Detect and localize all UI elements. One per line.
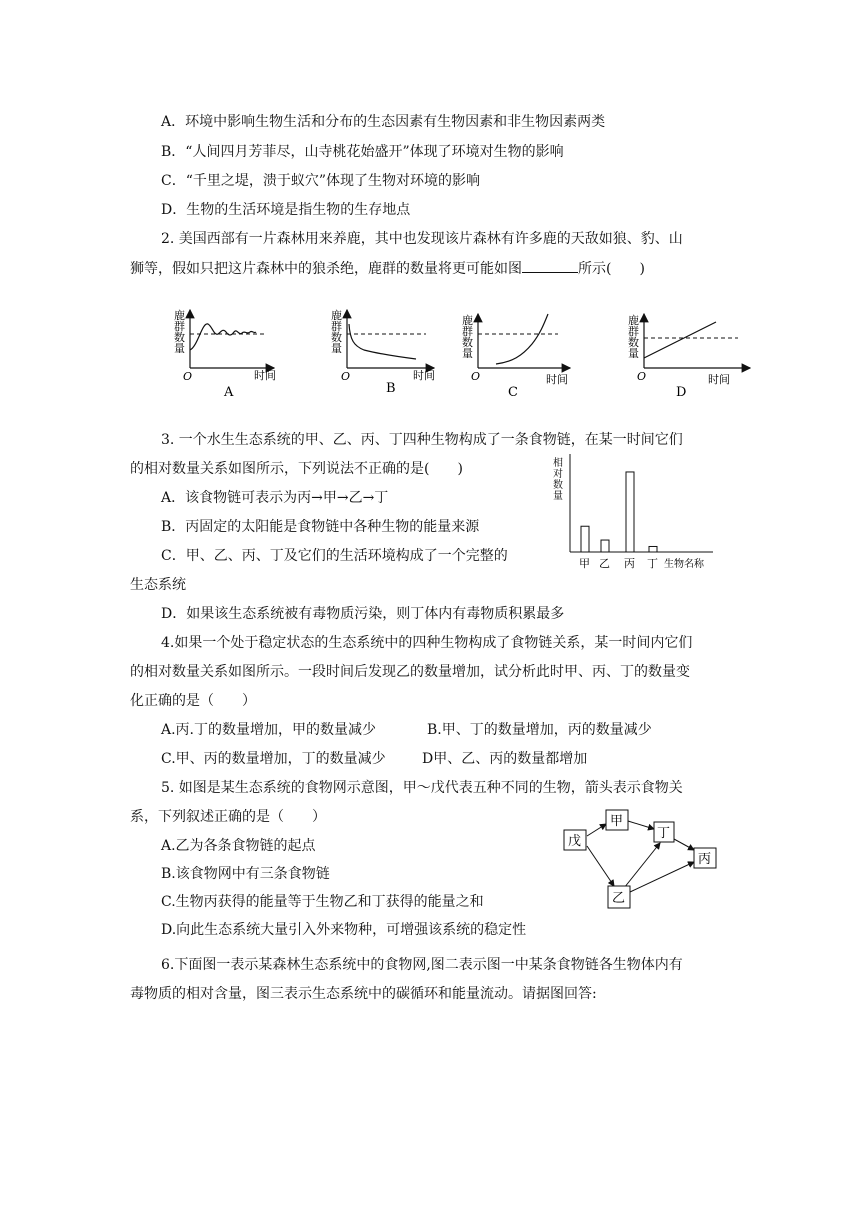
bar-3 <box>626 472 634 552</box>
node-yi <box>608 886 630 908</box>
q4-option-c: C.甲、丙的数量增加，丁的数量减少 <box>161 751 386 767</box>
chart-ylabel-4: 量 <box>553 491 563 502</box>
graph-c-xlabel: 时间 <box>546 373 568 386</box>
graph-b-ylabel-2: 群 <box>331 320 342 333</box>
q3-stem-line1: 3. 一个水生生态系统的甲、乙、丙、丁四种生物构成了一条食物链，在某一时间它们 <box>161 432 683 448</box>
svg-text:戊: 戊 <box>568 834 582 849</box>
svg-text:乙: 乙 <box>612 891 626 906</box>
svg-text:甲: 甲 <box>610 814 624 829</box>
q2-stem-text: 狮等，假如只把这片森林中的狼杀绝，鹿群的数量将更可能如图 <box>130 261 522 277</box>
food-web-arrows <box>587 821 694 892</box>
chart-xlabel: 生物名称 <box>664 559 704 570</box>
q2-stem-tail: 所示( ) <box>578 261 645 277</box>
q5-option-a: A.乙为各条食物链的起点 <box>161 838 316 854</box>
node-wu <box>564 830 586 850</box>
chart-ylabel-1: 相 <box>553 458 563 469</box>
node-bing <box>694 848 716 868</box>
graph-d-origin: O <box>637 370 647 383</box>
graph-a-xlabel: 时间 <box>254 369 276 382</box>
q1-option-a: A．环境中影响生物生活和分布的生态因素有生物因素和非生物因素两类 <box>161 114 606 130</box>
graph-b <box>331 308 435 396</box>
chart-ylabel-3: 数 <box>553 480 563 491</box>
graph-d-xlabel: 时间 <box>708 373 730 386</box>
q6-stem-line1: 6.下面图一表示某森林生态系统中的食物网,图二表示图一中某条食物链各生物体内有 <box>161 957 683 973</box>
q3-option-c-continued: 生态系统 <box>130 577 186 593</box>
q5-stem-line1: 5. 如图是某生态系统的食物网示意图，甲～戊代表五种不同的生物，箭头表示食物关 <box>161 780 683 796</box>
bar-4 <box>649 546 657 552</box>
category-label-3: 丙 <box>624 557 635 570</box>
graph-d-ylabel-4: 量 <box>628 347 639 360</box>
answer-blank <box>522 258 578 273</box>
chart-ylabel-2: 对 <box>553 469 563 480</box>
graph-b-origin: O <box>341 370 351 383</box>
node-jia <box>606 810 628 830</box>
graph-d-ylabel-1: 鹿 <box>628 314 639 327</box>
q1-option-b: B．“人间四月芳菲尽，山寺桃花始盛开”体现了环境对生物的影响 <box>161 144 564 160</box>
q5-stem-line2: 系，下列叙述正确的是（ ） <box>130 809 326 825</box>
category-label-2: 乙 <box>599 557 610 570</box>
q5-option-b: B.该食物网中有三条食物链 <box>161 866 330 882</box>
graph-d-letter: D <box>676 385 687 400</box>
q4-stem-line2: 的相对数量关系如图所示。一段时间后发现乙的数量增加，试分析此时甲、丙、丁的数量变 <box>130 664 690 680</box>
q3-option-c: C．甲、乙、丙、丁及它们的生活环境构成了一个完整的 <box>161 548 508 564</box>
q4-option-d: D甲、乙、丙的数量都增加 <box>422 751 588 767</box>
graph-b-ylabel-3: 数 <box>331 331 342 344</box>
graph-a-ylabel-4: 量 <box>174 342 185 355</box>
q3-option-b: B．丙固定的太阳能是食物链中各种生物的能量来源 <box>161 519 480 535</box>
q3-option-a: A．该食物链可表示为丙→甲→乙→丁 <box>161 490 389 506</box>
q5-food-web-diagram <box>560 806 725 914</box>
graph-a-letter: A <box>224 385 234 400</box>
graph-b-ylabel-4: 量 <box>331 342 342 355</box>
graph-a-ylabel-2: 群 <box>174 320 185 333</box>
graph-c-letter: C <box>508 385 518 400</box>
graph-c-origin: O <box>471 370 481 383</box>
q1-option-c: C．“千里之堤，溃于蚁穴”体现了生物对环境的影响 <box>161 173 481 189</box>
q6-stem-line2: 毒物质的相对含量，图三表示生态系统中的碳循环和能量流动。请据图回答: <box>130 986 597 1002</box>
q3-stem-line2: 的相对数量关系如图所示，下列说法不正确的是( ) <box>130 461 463 477</box>
q4-option-a: A.丙.丁的数量增加，甲的数量减少 <box>161 722 377 738</box>
graph-b-xlabel: 时间 <box>413 369 435 382</box>
q5-option-d: D.向此生态系统大量引入外来物种，可增强该系统的稳定性 <box>161 922 527 938</box>
graph-a-origin: O <box>183 370 193 383</box>
q4-option-b: B.甲、丁的数量增加，丙的数量减少 <box>427 722 652 738</box>
category-label-1: 甲 <box>579 557 590 570</box>
q1-option-d: D．生物的生活环境是指生物的生存地点 <box>161 202 411 218</box>
svg-text:丁: 丁 <box>657 826 671 841</box>
q4-stem-line3: 化正确的是（ ） <box>130 693 256 709</box>
q2-deer-population-graphs <box>150 300 770 405</box>
graph-b-letter: B <box>386 381 396 396</box>
q5-option-c: C.生物丙获得的能量等于生物乙和丁获得的能量之和 <box>161 894 484 910</box>
graph-b-ylabel-1: 鹿 <box>331 309 342 322</box>
bar-1 <box>581 526 589 552</box>
graph-c-ylabel-4: 量 <box>462 347 473 360</box>
graph-c-ylabel-3: 数 <box>462 336 473 349</box>
graph-a-ylabel-1: 鹿 <box>174 309 185 322</box>
node-ding <box>654 822 674 842</box>
q3-bar-chart <box>545 452 730 572</box>
graph-c <box>462 313 570 400</box>
q3-option-d: D．如果该生态系统被有毒物质污染，则丁体内有毒物质积累最多 <box>161 606 565 622</box>
graph-a-ylabel-3: 数 <box>174 331 185 344</box>
q2-stem-line2 <box>130 258 645 279</box>
bar-2 <box>601 540 609 552</box>
graph-d-ylabel-2: 群 <box>628 325 639 338</box>
graph-c-ylabel-1: 鹿 <box>462 314 473 327</box>
graph-d <box>628 313 750 400</box>
graph-a <box>174 308 276 400</box>
q4-stem-line1: 4.如果一个处于稳定状态的生态系统中的四种生物构成了食物链关系，某一时间内它们 <box>161 635 693 651</box>
category-label-4: 丁 <box>647 557 658 570</box>
svg-text:丙: 丙 <box>698 852 712 867</box>
graph-c-ylabel-2: 群 <box>462 325 473 338</box>
graph-d-ylabel-3: 数 <box>628 336 639 349</box>
q2-stem-line1: 2. 美国西部有一片森林用来养鹿，其中也发现该片森林有许多鹿的天敌如狼、豹、山 <box>161 231 683 247</box>
